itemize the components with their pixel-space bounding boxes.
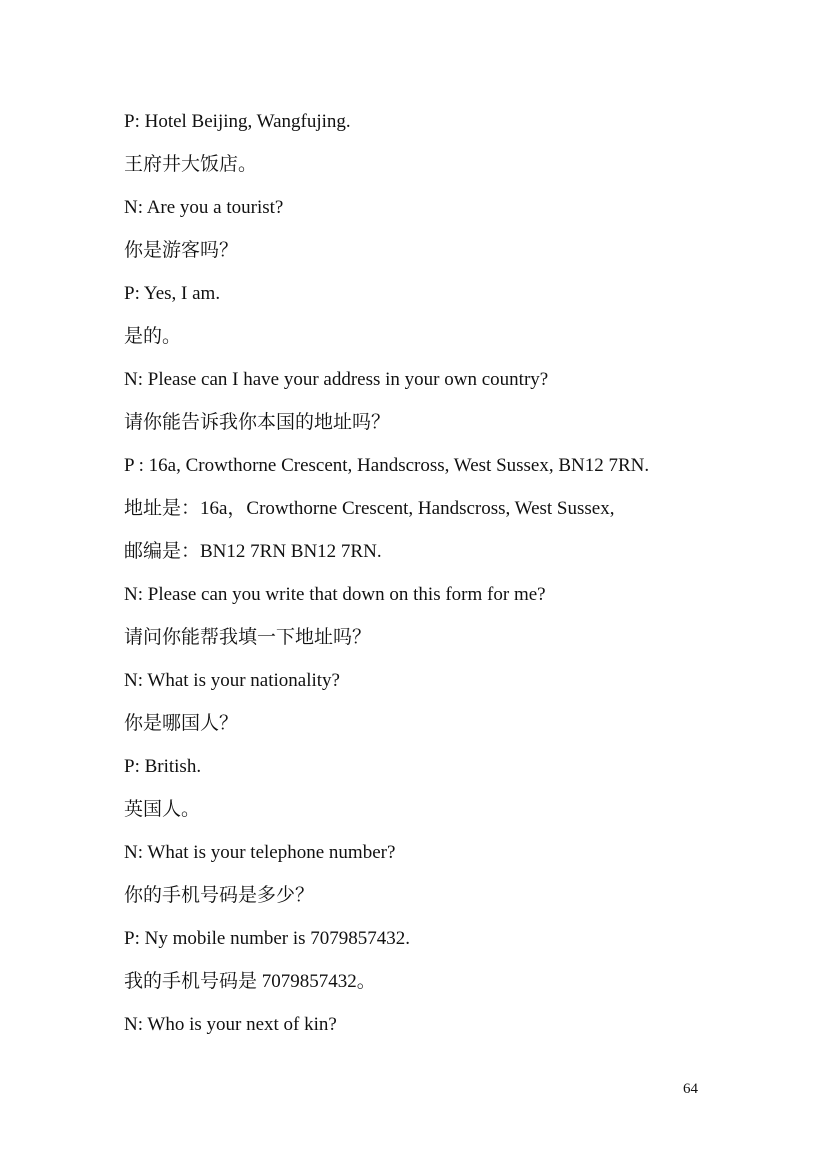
dialogue-line: N: What is your telephone number? bbox=[124, 842, 396, 863]
dialogue-line: 地址是：16a，Crowthorne Crescent, Handscross, West Sussex, bbox=[124, 498, 615, 519]
dialogue-line: P: Yes, I am. bbox=[124, 283, 221, 304]
dialogue-line: N: Are you a tourist? bbox=[124, 197, 284, 218]
dialogue-line: 你是游客吗？ bbox=[124, 240, 239, 261]
dialogue-line: N: Please can I have your address in your own country? bbox=[124, 369, 549, 390]
page-number: 64 bbox=[683, 1081, 698, 1097]
dialogue-line: 英国人。 bbox=[124, 799, 201, 820]
dialogue-line: P : 16a, Crowthorne Crescent, Handscross, West Sussex, BN12 7RN. bbox=[124, 455, 650, 476]
dialogue-line: P: Ny mobile number is 7079857432. bbox=[124, 928, 411, 949]
dialogue-line: P: British. bbox=[124, 756, 202, 777]
dialogue-line: 是的。 bbox=[124, 326, 182, 347]
dialogue-line: 我的手机号码是 7079857432。 bbox=[124, 971, 376, 992]
dialogue-line: 请你能告诉我你本国的地址吗？ bbox=[124, 412, 391, 433]
dialogue-line: 王府井大饭店。 bbox=[124, 154, 258, 175]
dialogue-line: 你是哪国人？ bbox=[124, 713, 239, 734]
dialogue-line: N: Please can you write that down on this form for me? bbox=[124, 584, 546, 605]
dialogue-line: 你的手机号码是多少？ bbox=[124, 885, 315, 906]
dialogue-line: 请问你能帮我填一下地址吗？ bbox=[124, 627, 372, 648]
dialogue-line: 邮编是：BN12 7RN BN12 7RN. bbox=[124, 541, 382, 562]
dialogue-line: N: Who is your next of kin? bbox=[124, 1014, 337, 1035]
dialogue-line: P: Hotel Beijing, Wangfujing. bbox=[124, 111, 351, 132]
dialogue-line: N: What is your nationality? bbox=[124, 670, 340, 691]
